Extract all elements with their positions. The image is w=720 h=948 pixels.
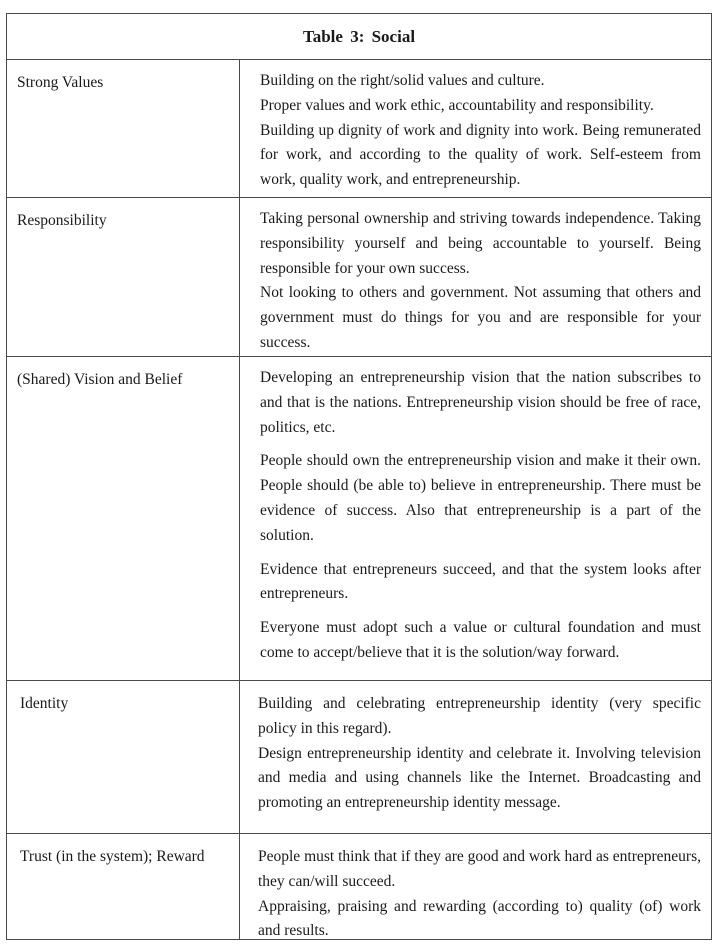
row-description [240,357,711,680]
row-description [240,681,711,833]
description-paragraph: Design entrepreneurship identity and celebrate it. Involving television and media and using channels like the Internet. Broadcasting and promoting an entrepreneurship identity message. [258,744,701,812]
row-label: Responsibility [7,198,240,356]
description-paragraph: Taking personal ownership and striving towards independence. Taking responsibility yourself and being accountable to yourself. Being responsible for your own success. [260,210,701,277]
description-paragraph: People must think that if they are good and work hard as entrepreneurs, they can/will succeed. [258,848,701,890]
description-paragraph: Everyone must adopt such a value or cultural foundation and must come to accept/believe that it is the solution/way forward. [260,619,701,661]
table-row-trust-reward [7,834,711,939]
row-label: Identity [7,681,240,833]
table-row-strong-values [7,60,711,198]
description-paragraph: Evidence that entrepreneurs succeed, and that the system looks after entrepreneurs. [260,560,701,603]
table-row-responsibility [7,198,711,357]
description-paragraph: Appraising, praising and rewarding (according to) quality (of) work and results. [258,897,701,940]
row-label: (Shared) Vision and Belief [7,357,240,680]
description-paragraph: People should own the entrepreneurship vision and make it their own. People should (be able to) believe in entrepreneurship. There must be evidence of success. Also that entrepreneurship is a part of the solution. [260,452,701,544]
description-paragraph: Building and celebrating entrepreneurship identity (very specific policy in this regard). [258,695,701,737]
table-title: Table 3: Social [7,14,711,60]
description-paragraph: Proper values and work ethic, accountability and responsibility. [260,96,654,114]
row-label: Trust (in the system); Reward [7,834,240,939]
row-description [240,60,711,197]
description-paragraph: Building up dignity of work and dignity into work. Being remunerated for work, and according to the quality of work. Self-esteem from work, quality work, and entrepreneurship. [260,121,701,189]
row-label: Strong Values [7,60,240,197]
row-description [240,834,711,939]
table-row-identity [7,681,711,834]
description-paragraph: Not looking to others and government. Not assuming that others and government must do things for you and are responsible for your success. [260,284,701,351]
description-paragraph: Developing an entrepreneurship vision that the nation subscribes to and that is the nations. Entrepreneurship vision should be free of race, politics, etc. [260,369,701,436]
social-table [6,13,712,940]
row-description [240,198,711,356]
table-row-shared-vision [7,357,711,681]
description-paragraph: Building on the right/solid values and culture. [260,72,545,89]
